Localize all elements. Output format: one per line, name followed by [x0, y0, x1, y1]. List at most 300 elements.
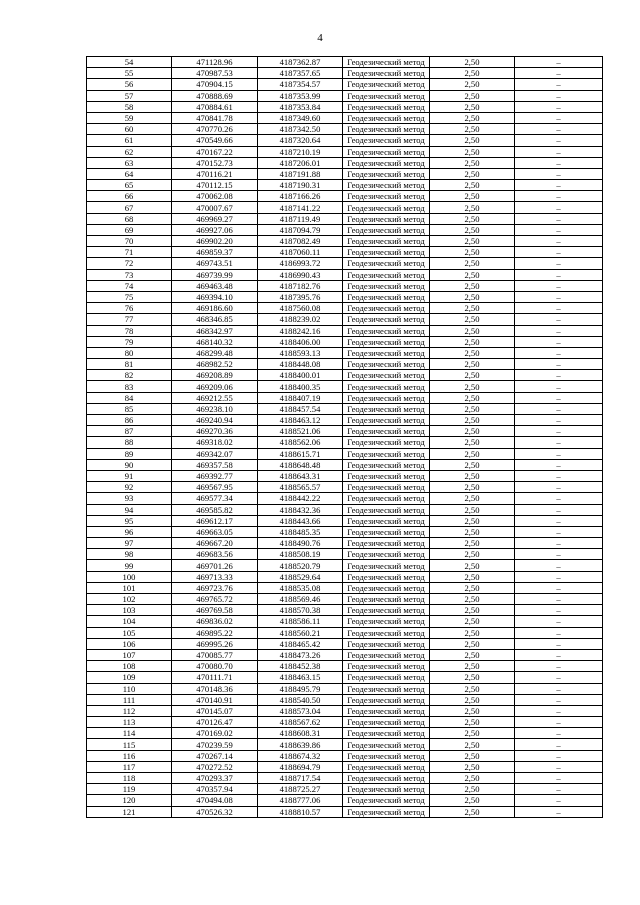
method-cell: Геодезический метод: [343, 146, 430, 157]
table-row: [87, 739, 603, 750]
point-number-cell: 105: [87, 627, 172, 638]
y-coordinate-cell: 4188442.22: [258, 493, 343, 504]
accuracy-cell: 2,50: [430, 627, 515, 638]
method-cell: Геодезический метод: [343, 314, 430, 325]
description-cell: –: [515, 303, 603, 314]
method-cell: Геодезический метод: [343, 303, 430, 314]
method-cell: Геодезический метод: [343, 124, 430, 135]
x-coordinate-cell: 469902.20: [172, 236, 258, 247]
description-cell: –: [515, 146, 603, 157]
accuracy-cell: 2,50: [430, 336, 515, 347]
point-number-cell: 92: [87, 482, 172, 493]
y-coordinate-cell: 4188777.06: [258, 795, 343, 806]
x-coordinate-cell: 469240.94: [172, 415, 258, 426]
method-cell: Геодезический метод: [343, 526, 430, 537]
description-cell: –: [515, 672, 603, 683]
description-cell: –: [515, 795, 603, 806]
accuracy-cell: 2,50: [430, 773, 515, 784]
description-cell: –: [515, 347, 603, 358]
point-number-cell: 97: [87, 538, 172, 549]
table-row: [87, 627, 603, 638]
y-coordinate-cell: 4188562.06: [258, 437, 343, 448]
accuracy-cell: 2,50: [430, 101, 515, 112]
table-row: [87, 392, 603, 403]
point-number-cell: 104: [87, 616, 172, 627]
table-row: [87, 672, 603, 683]
x-coordinate-cell: 470526.32: [172, 806, 258, 817]
method-cell: Геодезический метод: [343, 325, 430, 336]
accuracy-cell: 2,50: [430, 661, 515, 672]
accuracy-cell: 2,50: [430, 448, 515, 459]
table-row: [87, 728, 603, 739]
description-cell: –: [515, 526, 603, 537]
accuracy-cell: 2,50: [430, 303, 515, 314]
method-cell: Геодезический метод: [343, 213, 430, 224]
accuracy-cell: 2,50: [430, 560, 515, 571]
x-coordinate-cell: 469927.06: [172, 224, 258, 235]
point-number-cell: 85: [87, 403, 172, 414]
table-row: [87, 314, 603, 325]
table-row: [87, 515, 603, 526]
point-number-cell: 99: [87, 560, 172, 571]
x-coordinate-cell: 470770.26: [172, 124, 258, 135]
x-coordinate-cell: 469723.76: [172, 582, 258, 593]
accuracy-cell: 2,50: [430, 649, 515, 660]
x-coordinate-cell: 470152.73: [172, 157, 258, 168]
x-coordinate-cell: 469392.77: [172, 470, 258, 481]
x-coordinate-cell: 469209.06: [172, 381, 258, 392]
y-coordinate-cell: 4188242.16: [258, 325, 343, 336]
table-row: [87, 303, 603, 314]
y-coordinate-cell: 4187206.01: [258, 157, 343, 168]
accuracy-cell: 2,50: [430, 314, 515, 325]
x-coordinate-cell: 469577.34: [172, 493, 258, 504]
description-cell: –: [515, 784, 603, 795]
method-cell: Геодезический метод: [343, 482, 430, 493]
x-coordinate-cell: 469342.07: [172, 448, 258, 459]
point-number-cell: 96: [87, 526, 172, 537]
description-cell: –: [515, 112, 603, 123]
x-coordinate-cell: 469667.20: [172, 538, 258, 549]
description-cell: –: [515, 280, 603, 291]
description-cell: –: [515, 661, 603, 672]
method-cell: Геодезический метод: [343, 180, 430, 191]
method-cell: Геодезический метод: [343, 359, 430, 370]
x-coordinate-cell: 470272.52: [172, 761, 258, 772]
method-cell: Геодезический метод: [343, 638, 430, 649]
x-coordinate-cell: 468299.48: [172, 347, 258, 358]
accuracy-cell: 2,50: [430, 761, 515, 772]
y-coordinate-cell: 4188495.79: [258, 683, 343, 694]
method-cell: Геодезический метод: [343, 739, 430, 750]
x-coordinate-cell: 469585.82: [172, 504, 258, 515]
point-number-cell: 87: [87, 426, 172, 437]
accuracy-cell: 2,50: [430, 325, 515, 336]
accuracy-cell: 2,50: [430, 403, 515, 414]
y-coordinate-cell: 4188490.76: [258, 538, 343, 549]
method-cell: Геодезический метод: [343, 538, 430, 549]
y-coordinate-cell: 4188586.11: [258, 616, 343, 627]
point-number-cell: 107: [87, 649, 172, 660]
description-cell: –: [515, 202, 603, 213]
accuracy-cell: 2,50: [430, 515, 515, 526]
y-coordinate-cell: 4187191.88: [258, 168, 343, 179]
accuracy-cell: 2,50: [430, 269, 515, 280]
table-row: [87, 717, 603, 728]
accuracy-cell: 2,50: [430, 739, 515, 750]
method-cell: Геодезический метод: [343, 470, 430, 481]
table-row: [87, 661, 603, 672]
point-number-cell: 57: [87, 90, 172, 101]
accuracy-cell: 2,50: [430, 213, 515, 224]
table-row: [87, 269, 603, 280]
y-coordinate-cell: 4187320.64: [258, 135, 343, 146]
coordinates-table-body: [87, 57, 603, 818]
point-number-cell: 86: [87, 415, 172, 426]
description-cell: –: [515, 448, 603, 459]
y-coordinate-cell: 4188400.01: [258, 370, 343, 381]
y-coordinate-cell: 4188465.42: [258, 638, 343, 649]
description-cell: –: [515, 538, 603, 549]
y-coordinate-cell: 4188485.35: [258, 526, 343, 537]
point-number-cell: 84: [87, 392, 172, 403]
y-coordinate-cell: 4187082.49: [258, 236, 343, 247]
description-cell: –: [515, 493, 603, 504]
point-number-cell: 89: [87, 448, 172, 459]
table-row: [87, 571, 603, 582]
method-cell: Геодезический метод: [343, 381, 430, 392]
y-coordinate-cell: 4188400.35: [258, 381, 343, 392]
table-row: [87, 124, 603, 135]
method-cell: Геодезический метод: [343, 705, 430, 716]
y-coordinate-cell: 4188639.86: [258, 739, 343, 750]
method-cell: Геодезический метод: [343, 504, 430, 515]
description-cell: –: [515, 504, 603, 515]
x-coordinate-cell: 470112.15: [172, 180, 258, 191]
point-number-cell: 56: [87, 79, 172, 90]
y-coordinate-cell: 4188810.57: [258, 806, 343, 817]
point-number-cell: 98: [87, 549, 172, 560]
point-number-cell: 69: [87, 224, 172, 235]
accuracy-cell: 2,50: [430, 538, 515, 549]
table-row: [87, 594, 603, 605]
method-cell: Геодезический метод: [343, 672, 430, 683]
y-coordinate-cell: 4188407.19: [258, 392, 343, 403]
table-row: [87, 694, 603, 705]
y-coordinate-cell: 4187210.19: [258, 146, 343, 157]
point-number-cell: 75: [87, 291, 172, 302]
point-number-cell: 90: [87, 459, 172, 470]
table-row: [87, 470, 603, 481]
point-number-cell: 55: [87, 68, 172, 79]
accuracy-cell: 2,50: [430, 180, 515, 191]
y-coordinate-cell: 4188694.79: [258, 761, 343, 772]
accuracy-cell: 2,50: [430, 750, 515, 761]
method-cell: Геодезический метод: [343, 392, 430, 403]
method-cell: Геодезический метод: [343, 68, 430, 79]
method-cell: Геодезический метод: [343, 236, 430, 247]
y-coordinate-cell: 4188570.38: [258, 605, 343, 616]
accuracy-cell: 2,50: [430, 582, 515, 593]
point-number-cell: 114: [87, 728, 172, 739]
accuracy-cell: 2,50: [430, 381, 515, 392]
table-row: [87, 482, 603, 493]
table-row: [87, 79, 603, 90]
method-cell: Геодезический метод: [343, 717, 430, 728]
table-row: [87, 437, 603, 448]
description-cell: –: [515, 168, 603, 179]
table-row: [87, 347, 603, 358]
accuracy-cell: 2,50: [430, 459, 515, 470]
x-coordinate-cell: 470987.53: [172, 68, 258, 79]
description-cell: –: [515, 415, 603, 426]
y-coordinate-cell: 4188448.08: [258, 359, 343, 370]
accuracy-cell: 2,50: [430, 392, 515, 403]
y-coordinate-cell: 4188529.64: [258, 571, 343, 582]
accuracy-cell: 2,50: [430, 146, 515, 157]
method-cell: Геодезический метод: [343, 336, 430, 347]
accuracy-cell: 2,50: [430, 347, 515, 358]
point-number-cell: 76: [87, 303, 172, 314]
point-number-cell: 60: [87, 124, 172, 135]
x-coordinate-cell: 470239.59: [172, 739, 258, 750]
y-coordinate-cell: 4187353.84: [258, 101, 343, 112]
point-number-cell: 78: [87, 325, 172, 336]
coordinates-table: [86, 56, 603, 818]
point-number-cell: 113: [87, 717, 172, 728]
method-cell: Геодезический метод: [343, 459, 430, 470]
x-coordinate-cell: 469612.17: [172, 515, 258, 526]
accuracy-cell: 2,50: [430, 549, 515, 560]
x-coordinate-cell: 470267.14: [172, 750, 258, 761]
method-cell: Геодезический метод: [343, 582, 430, 593]
point-number-cell: 109: [87, 672, 172, 683]
x-coordinate-cell: 469765.72: [172, 594, 258, 605]
accuracy-cell: 2,50: [430, 605, 515, 616]
description-cell: –: [515, 717, 603, 728]
x-coordinate-cell: 470841.78: [172, 112, 258, 123]
x-coordinate-cell: 469995.26: [172, 638, 258, 649]
table-row: [87, 258, 603, 269]
accuracy-cell: 2,50: [430, 359, 515, 370]
accuracy-cell: 2,50: [430, 280, 515, 291]
accuracy-cell: 2,50: [430, 470, 515, 481]
method-cell: Геодезический метод: [343, 560, 430, 571]
y-coordinate-cell: 4188674.32: [258, 750, 343, 761]
description-cell: –: [515, 359, 603, 370]
x-coordinate-cell: 469701.26: [172, 560, 258, 571]
method-cell: Геодезический метод: [343, 437, 430, 448]
table-row: [87, 168, 603, 179]
table-row: [87, 336, 603, 347]
y-coordinate-cell: 4188567.62: [258, 717, 343, 728]
x-coordinate-cell: 469463.48: [172, 280, 258, 291]
point-number-cell: 111: [87, 694, 172, 705]
point-number-cell: 72: [87, 258, 172, 269]
description-cell: –: [515, 336, 603, 347]
y-coordinate-cell: 4188569.46: [258, 594, 343, 605]
table-row: [87, 605, 603, 616]
y-coordinate-cell: 4187362.87: [258, 57, 343, 68]
point-number-cell: 81: [87, 359, 172, 370]
method-cell: Геодезический метод: [343, 683, 430, 694]
method-cell: Геодезический метод: [343, 594, 430, 605]
y-coordinate-cell: 4188540.50: [258, 694, 343, 705]
accuracy-cell: 2,50: [430, 370, 515, 381]
accuracy-cell: 2,50: [430, 135, 515, 146]
description-cell: –: [515, 560, 603, 571]
description-cell: –: [515, 90, 603, 101]
method-cell: Геодезический метод: [343, 168, 430, 179]
accuracy-cell: 2,50: [430, 291, 515, 302]
x-coordinate-cell: 469895.22: [172, 627, 258, 638]
y-coordinate-cell: 4188473.26: [258, 649, 343, 660]
method-cell: Геодезический метод: [343, 784, 430, 795]
x-coordinate-cell: 471128.96: [172, 57, 258, 68]
description-cell: –: [515, 258, 603, 269]
point-number-cell: 118: [87, 773, 172, 784]
accuracy-cell: 2,50: [430, 236, 515, 247]
description-cell: –: [515, 68, 603, 79]
table-row: [87, 135, 603, 146]
y-coordinate-cell: 4188725.27: [258, 784, 343, 795]
description-cell: –: [515, 761, 603, 772]
table-row: [87, 180, 603, 191]
table-row: [87, 157, 603, 168]
table-row: [87, 582, 603, 593]
y-coordinate-cell: 4188593.13: [258, 347, 343, 358]
description-cell: –: [515, 269, 603, 280]
accuracy-cell: 2,50: [430, 694, 515, 705]
table-row: [87, 493, 603, 504]
method-cell: Геодезический метод: [343, 773, 430, 784]
description-cell: –: [515, 79, 603, 90]
point-number-cell: 115: [87, 739, 172, 750]
table-row: [87, 202, 603, 213]
accuracy-cell: 2,50: [430, 124, 515, 135]
description-cell: –: [515, 213, 603, 224]
y-coordinate-cell: 4187353.99: [258, 90, 343, 101]
y-coordinate-cell: 4188463.15: [258, 672, 343, 683]
accuracy-cell: 2,50: [430, 795, 515, 806]
accuracy-cell: 2,50: [430, 426, 515, 437]
y-coordinate-cell: 4188521.06: [258, 426, 343, 437]
method-cell: Геодезический метод: [343, 224, 430, 235]
x-coordinate-cell: 469663.05: [172, 526, 258, 537]
description-cell: –: [515, 236, 603, 247]
point-number-cell: 64: [87, 168, 172, 179]
y-coordinate-cell: 4187060.11: [258, 247, 343, 258]
method-cell: Геодезический метод: [343, 694, 430, 705]
description-cell: –: [515, 381, 603, 392]
y-coordinate-cell: 4188520.79: [258, 560, 343, 571]
accuracy-cell: 2,50: [430, 68, 515, 79]
x-coordinate-cell: 470293.37: [172, 773, 258, 784]
x-coordinate-cell: 469212.55: [172, 392, 258, 403]
point-number-cell: 121: [87, 806, 172, 817]
method-cell: Геодезический метод: [343, 605, 430, 616]
accuracy-cell: 2,50: [430, 672, 515, 683]
table-row: [87, 370, 603, 381]
point-number-cell: 117: [87, 761, 172, 772]
y-coordinate-cell: 4188406.00: [258, 336, 343, 347]
description-cell: –: [515, 638, 603, 649]
accuracy-cell: 2,50: [430, 191, 515, 202]
x-coordinate-cell: 469769.58: [172, 605, 258, 616]
description-cell: –: [515, 806, 603, 817]
x-coordinate-cell: 469567.95: [172, 482, 258, 493]
point-number-cell: 93: [87, 493, 172, 504]
point-number-cell: 116: [87, 750, 172, 761]
table-row: [87, 236, 603, 247]
description-cell: –: [515, 314, 603, 325]
accuracy-cell: 2,50: [430, 258, 515, 269]
x-coordinate-cell: 469394.10: [172, 291, 258, 302]
accuracy-cell: 2,50: [430, 638, 515, 649]
accuracy-cell: 2,50: [430, 784, 515, 795]
point-number-cell: 91: [87, 470, 172, 481]
table-row: [87, 538, 603, 549]
y-coordinate-cell: 4188608.31: [258, 728, 343, 739]
method-cell: Геодезический метод: [343, 761, 430, 772]
description-cell: –: [515, 459, 603, 470]
table-row: [87, 57, 603, 68]
y-coordinate-cell: 4186990.43: [258, 269, 343, 280]
y-coordinate-cell: 4187182.76: [258, 280, 343, 291]
method-cell: Геодезический метод: [343, 269, 430, 280]
y-coordinate-cell: 4186993.72: [258, 258, 343, 269]
accuracy-cell: 2,50: [430, 79, 515, 90]
table-row: [87, 146, 603, 157]
point-number-cell: 103: [87, 605, 172, 616]
y-coordinate-cell: 4188452.38: [258, 661, 343, 672]
x-coordinate-cell: 470145.07: [172, 705, 258, 716]
method-cell: Геодезический метод: [343, 750, 430, 761]
point-number-cell: 58: [87, 101, 172, 112]
x-coordinate-cell: 469969.27: [172, 213, 258, 224]
description-cell: –: [515, 325, 603, 336]
y-coordinate-cell: 4188573.04: [258, 705, 343, 716]
x-coordinate-cell: 469318.02: [172, 437, 258, 448]
method-cell: Геодезический метод: [343, 280, 430, 291]
description-cell: –: [515, 649, 603, 660]
description-cell: –: [515, 403, 603, 414]
method-cell: Геодезический метод: [343, 806, 430, 817]
x-coordinate-cell: 470167.22: [172, 146, 258, 157]
y-coordinate-cell: 4188648.48: [258, 459, 343, 470]
accuracy-cell: 2,50: [430, 415, 515, 426]
x-coordinate-cell: 469357.58: [172, 459, 258, 470]
method-cell: Геодезический метод: [343, 112, 430, 123]
page-number: 4: [317, 32, 323, 44]
x-coordinate-cell: 470111.71: [172, 672, 258, 683]
x-coordinate-cell: 470549.66: [172, 135, 258, 146]
method-cell: Геодезический метод: [343, 415, 430, 426]
description-cell: –: [515, 470, 603, 481]
description-cell: –: [515, 191, 603, 202]
description-cell: –: [515, 728, 603, 739]
x-coordinate-cell: 470062.08: [172, 191, 258, 202]
method-cell: Геодезический метод: [343, 90, 430, 101]
table-row: [87, 705, 603, 716]
x-coordinate-cell: 470140.91: [172, 694, 258, 705]
table-row: [87, 795, 603, 806]
accuracy-cell: 2,50: [430, 705, 515, 716]
accuracy-cell: 2,50: [430, 526, 515, 537]
point-number-cell: 94: [87, 504, 172, 515]
method-cell: Геодезический метод: [343, 627, 430, 638]
point-number-cell: 106: [87, 638, 172, 649]
